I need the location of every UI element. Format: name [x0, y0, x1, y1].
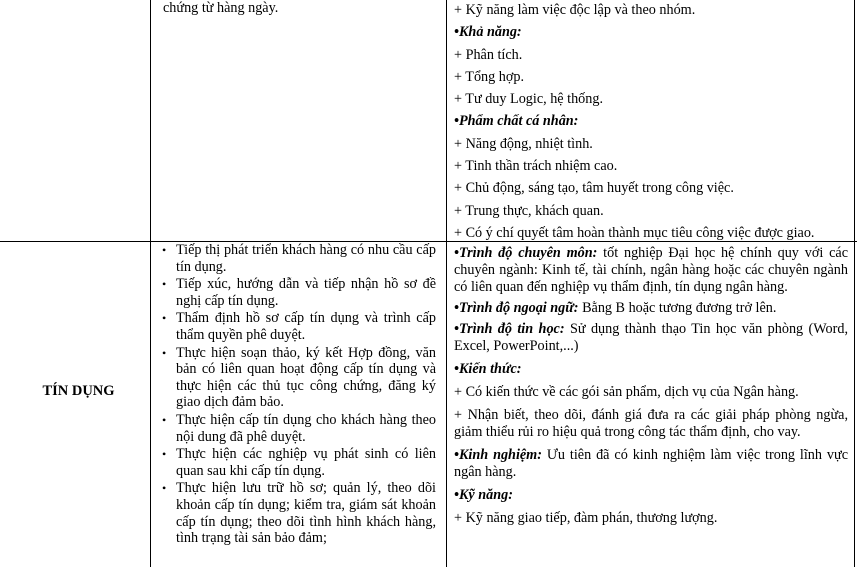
requirement-line: + Tinh thần trách nhiệm cao. — [454, 158, 618, 175]
duty-item: • Thẩm định hồ sơ cấp tín dụng và trình cấp thẩm quyền phê duyệt. — [160, 310, 436, 343]
it-requirement: •Trình độ tin học: Sử dụng thành thạo Tin học văn phòng (Word, Excel, PowerPoint,...) — [454, 321, 848, 354]
requirement-line: + Năng động, nhiệt tình. — [454, 135, 593, 152]
duty-item: • Thực hiện lưu trữ hồ sơ; quản lý, theo dõi khoản cấp tín dụng; kiểm tra, giám sát khoản cấp tín dụng; theo dõi tình hình khách hàng, tình trạng tài sản bảo đảm; — [160, 480, 436, 546]
table-border-right — [854, 0, 855, 567]
duty-item: • Thực hiện cấp tín dụng cho khách hàng theo nội dung đã phê duyệt. — [160, 412, 436, 445]
requirement-line: + Phân tích. — [454, 46, 523, 63]
table-border-mid-column — [446, 0, 447, 567]
knowledge-item: + Nhận biết, theo dõi, đánh giá đưa ra các giải pháp phòng ngừa, giảm thiểu rủi ro hiệu quả trong công tác thẩm định, cho vay. — [454, 407, 848, 440]
credit-requirements — [454, 245, 848, 527]
requirement-line: + Chủ động, sáng tạo, tâm huyết trong công việc. — [454, 180, 734, 197]
duty-item: • Thực hiện các nghiệp vụ phát sinh có liên quan sau khi cấp tín dụng. — [160, 446, 436, 479]
duty-list — [160, 242, 436, 548]
duty-item: • Tiếp xúc, hướng dẫn và tiếp nhận hồ sơ đề nghị cấp tín dụng. — [160, 276, 436, 309]
requirement-line: + Tư duy Logic, hệ thống. — [454, 91, 604, 108]
knowledge-heading: •Kiến thức: — [454, 361, 522, 377]
top-row-requirements — [454, 0, 848, 244]
knowledge-item: + Có kiến thức về các gói sản phẩm, dịch vụ của Ngân hàng. — [454, 384, 799, 400]
skill-item: + Kỹ năng giao tiếp, đàm phán, thương lượng. — [454, 510, 718, 526]
requirement-heading: •Phẩm chất cá nhân: — [454, 113, 579, 130]
experience-requirement: •Kinh nghiệm: Ưu tiên đã có kinh nghiệm làm việc trong lĩnh vực ngân hàng. — [454, 447, 848, 480]
duty-item: • Thực hiện soạn thảo, ký kết Hợp đồng, văn bản có liên quan hoạt động cấp tín dụng và thực hiện các thủ tục công chứng, đăng ký giao dịch đảm bảo. — [160, 345, 436, 411]
table-border-left-column — [150, 0, 151, 567]
edu-requirement: •Trình độ chuyên môn: tốt nghiệp Đại học hệ chính quy với các chuyên ngành: Kinh tế, tài chính, ngân hàng hoặc các chuyên ngành có liên quan đến nghiệp vụ thẩm định, tín dụng ngân hàng. — [454, 245, 848, 295]
requirement-line: + Có ý chí quyết tâm hoàn thành mục tiêu công việc được giao. — [454, 224, 815, 241]
duty-item: • Tiếp thị phát triển khách hàng có nhu cầu cấp tín dụng. — [160, 242, 436, 275]
top-row-duty-text: chứng từ hàng ngày. — [163, 0, 279, 16]
requirement-line: + Trung thực, khách quan. — [454, 202, 604, 219]
language-requirement: •Trình độ ngoại ngữ: Bằng B hoặc tương đương trở lên. — [454, 300, 777, 316]
skill-heading: •Kỹ năng: — [454, 487, 513, 503]
requirement-line: + Tổng hợp. — [454, 68, 525, 85]
requirement-line: + Kỹ năng làm việc độc lập và theo nhóm. — [454, 2, 696, 18]
requirement-heading: •Khả năng: — [454, 24, 522, 41]
department-name: TÍN DỤNG — [42, 383, 115, 399]
